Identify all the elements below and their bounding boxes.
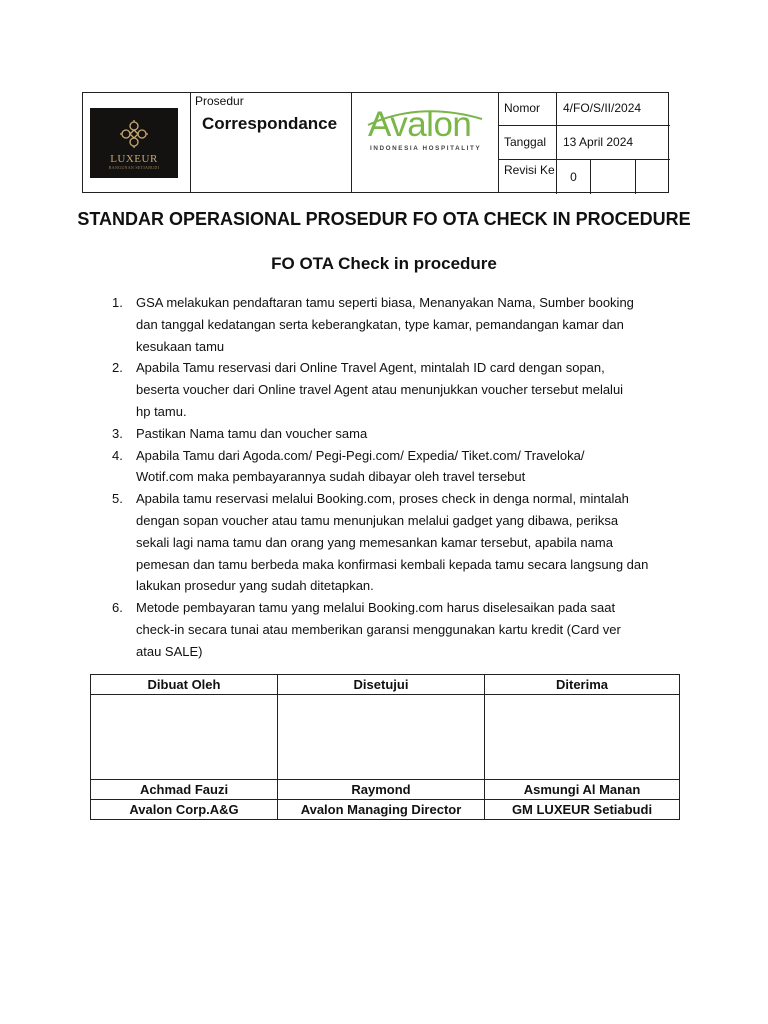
list-item	[112, 357, 678, 422]
step-line: Apabila tamu reservasi melalui Booking.com, proses check in denga normal, mintalah	[136, 491, 629, 507]
signature-header: Dibuat Oleh	[91, 675, 278, 695]
step-line: Pastikan Nama tamu dan voucher sama	[136, 425, 368, 441]
signer-name: Raymond	[278, 780, 485, 800]
signature-header: Disetujui	[278, 675, 485, 695]
signature-table	[90, 674, 680, 820]
signer-position: GM LUXEUR Setiabudi	[485, 800, 680, 820]
step-number: 3.	[112, 425, 123, 441]
signature-header-row	[91, 675, 680, 695]
list-item	[112, 423, 678, 445]
signature-position-row	[91, 800, 680, 820]
step-line: lakukan prosedur yang sudah ditetapkan.	[136, 578, 374, 594]
step-line: beserta voucher dari Online travel Agent atau menunjukkan voucher tersebut melalui	[136, 382, 624, 398]
signature-name-row	[91, 780, 680, 800]
luxeur-logo-word: LUXEUR	[110, 152, 158, 165]
step-line: kesukaan tamu	[136, 338, 225, 354]
signature-box	[485, 695, 680, 780]
tanggal-label: Tanggal	[499, 126, 557, 160]
procedure-steps-list	[112, 292, 678, 663]
step-number: 4.	[112, 447, 123, 463]
luxeur-logo	[90, 108, 178, 178]
luxeur-ornament-icon	[117, 117, 151, 151]
list-item	[112, 445, 678, 489]
procedure-label: Prosedur	[195, 94, 244, 108]
step-line: hp tamu.	[136, 403, 187, 419]
signer-position: Avalon Managing Director	[278, 800, 485, 820]
avalon-logo-cell	[352, 93, 499, 192]
revisi-value: 0	[557, 160, 591, 194]
step-number: 2.	[112, 360, 123, 376]
signature-space-row	[91, 695, 680, 780]
signer-name: Asmungi Al Manan	[485, 780, 680, 800]
signature-box	[91, 695, 278, 780]
list-item	[112, 488, 678, 597]
signature-header: Diterima	[485, 675, 680, 695]
signer-name: Achmad Fauzi	[91, 780, 278, 800]
section-subtitle: FO OTA Check in procedure	[271, 254, 497, 273]
list-item	[112, 292, 678, 357]
step-number: 5.	[112, 491, 123, 507]
procedure-title: Correspondance	[202, 114, 338, 133]
procedure-cell	[191, 93, 352, 192]
page-title: STANDAR OPERASIONAL PROSEDUR FO OTA CHECK IN PROCEDURE	[77, 209, 691, 229]
step-number: 1.	[112, 295, 123, 310]
nomor-value: 4/FO/S/II/2024	[557, 93, 670, 126]
avalon-logo-word: Avalon	[368, 105, 472, 144]
revisi-blank-cell	[591, 160, 636, 194]
step-line: Apabila Tamu dari Agoda.com/ Pegi-Pegi.com/ Expedia/ Tiket.com/ Traveloka/	[136, 447, 585, 463]
step-line: Wotif.com maka pembayarannya sudah dibayar oleh travel tersebut	[136, 469, 526, 485]
list-item	[112, 597, 678, 662]
step-number: 6.	[112, 600, 123, 616]
step-line: Apabila Tamu reservasi dari Online Travel Agent, mintalah ID card dengan sopan,	[136, 360, 605, 376]
step-line: dan tanggal kedatangan serta keberangkatan, type kamar, pemandangan kamar dan	[136, 316, 624, 332]
revisi-label: Revisi Ke	[499, 160, 557, 194]
document-header-table	[82, 92, 669, 193]
step-line: sekali lagi nama tamu dan orang yang memesankan kamar tersebut, apabila nama	[136, 534, 613, 550]
luxeur-logo-subtext: BANGUNAN SETIABUDI	[108, 164, 160, 170]
nomor-label: Nomor	[499, 93, 557, 126]
avalon-logo-subtext: INDONESIA HOSPITALITY	[370, 145, 482, 152]
step-line: pemesan dan tamu berbeda maka konfirmasi kembali kepada tamu secara langsung dan	[136, 556, 649, 572]
signer-position: Avalon Corp.A&G	[91, 800, 278, 820]
luxeur-logo-cell	[83, 93, 191, 192]
signature-box	[278, 695, 485, 780]
step-line: atau SALE)	[136, 643, 203, 659]
step-line: GSA melakukan pendaftaran tamu seperti biasa, Menanyakan Nama, Sumber booking	[136, 295, 634, 310]
tanggal-value: 13 April 2024	[557, 126, 670, 160]
step-line: dengan sopan voucher atau tamu menunjukan melalui gadget yang dibawa, periksa	[136, 512, 619, 528]
step-line: check-in secara tunai atau memberikan garansi menggunakan kartu kredit (Card ver	[136, 621, 621, 637]
step-line: Metode pembayaran tamu yang melalui Booking.com harus diselesaikan pada saat	[136, 600, 616, 616]
